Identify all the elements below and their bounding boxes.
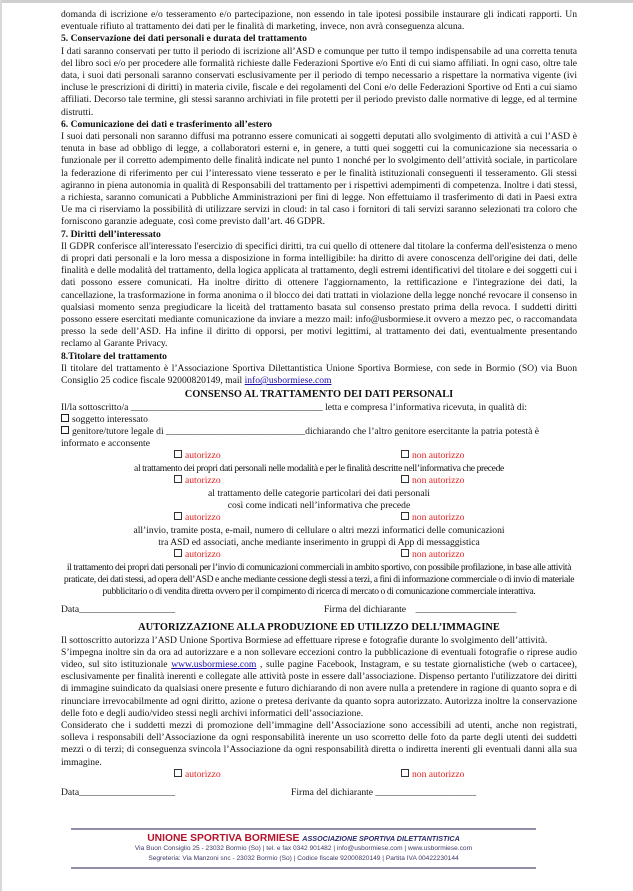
- consent-4-text: il trattamento dei propri dati personali per l’invio di comunicazioni commerciali in ambito sportivo, con possibile profilazione, in base alle attività praticate, dei dati stessi, ad opera dell’ASD e anche mediante cessione degli stessi a terzi, a fini di informazione commerciale o di invio di materiale pubblicitario o di vendita diretta ovvero per il compimento di ricerca di mercato o di comunicazione commerciale interattiva.: [63, 561, 575, 598]
- image-authorize[interactable]: [174, 769, 221, 781]
- date-label: Data: [61, 604, 80, 616]
- authorize-label: autorizzo: [185, 768, 221, 780]
- section-5-body: I dati saranno conservati per tutto il periodo di iscrizione all’ASD e comunque per tutto il tempo indispensabile ad una corretta tenuta del libro soci e/o per procedere alle formalità richieste dalle Federazioni Sportive e/o Enti di cui siamo affiliati. In ogni caso, oltre tale data, i suoi dati personali saranno conservati esclusivamente per il periodo di tempo necessario a rispettare la normativa vigente (ivi incluse le prescrizioni di diritti) in materia civile, fiscale e dei regolamenti del Coni e/o delle Federazioni Sportive od Enti a cui siamo affiliati. Decorso tale termine, gli stessi saranno archiviati in file protetti per il periodo previsto dalle normative di legge, ed al termine distrutti.: [61, 45, 577, 118]
- undersigned-prefix: Il/la sottoscritto/a: [61, 401, 129, 413]
- signature-label: Firma del dichiarante: [291, 787, 374, 799]
- checkbox-icon[interactable]: [401, 475, 409, 483]
- undersigned-line: [61, 402, 577, 414]
- image-auth-p2-start: S’impegna inoltre sin da ora ad autorizzare e a non sollevare eccezioni contro la pubblicazione di eventuali fotografie o riprese audio video, sul sito istituzionale: [61, 646, 577, 670]
- consent-3-options: [61, 512, 577, 525]
- guardian-label: genitore/tutore legale di: [72, 425, 164, 437]
- footer-top-rule: [71, 828, 536, 830]
- consent-1-authorize[interactable]: [174, 450, 221, 462]
- consent-3-not-authorize[interactable]: [401, 512, 464, 524]
- authorize-label: autorizzo: [185, 450, 221, 462]
- date-label: Data: [61, 787, 80, 799]
- not-authorize-label: non autorizzo: [412, 475, 465, 487]
- checkbox-icon[interactable]: [401, 450, 409, 458]
- undersigned-name-field[interactable]: ________________________________________: [130, 401, 323, 413]
- checkbox-icon[interactable]: [401, 549, 409, 557]
- not-authorize-label: non autorizzo: [412, 512, 465, 524]
- checkbox-icon[interactable]: [174, 512, 182, 520]
- consent-1-options: [61, 450, 577, 463]
- footer-org: [71, 833, 536, 844]
- image-auth-p2: [61, 647, 577, 720]
- undersigned-suffix: letta e compresa l’informativa ricevuta, in qualità di:: [322, 401, 528, 413]
- consent-signature-row: [61, 604, 577, 620]
- guardian-option: [61, 426, 577, 438]
- signature-label: Firma del dichiarante: [324, 604, 407, 616]
- image-auth-p2-end: , sulle pagine Facebook, Instagram, e su testate giornalistiche (web o cartacee), esclusivamente per finalità inerenti e collegate alle attività poste in essere dall’associazione. Dispenso pertanto l'utilizzatore dei diritti di immagine suindicato da qualsiasi onere presente e futuro dichiarando di non avere nulla a pretendere in ragione di quanto sopra e di rinunciare irrevocabilmente ad ogni diritto, azione o pretesa derivante da quanto sopra autorizzato. Autorizza inoltre la conservazione delle foto e degli audio/video stessi negli archivi informatici dell’associazione.: [61, 658, 577, 719]
- document-page: [61, 9, 577, 803]
- image-auth-title: AUTORIZZAZIONE ALLA PRODUZIONE ED UTILIZZO DELL’IMMAGINE: [138, 622, 500, 634]
- consent-2-authorize[interactable]: [174, 475, 221, 487]
- section-7-body: Il GDPR conferisce all'interessato l'esercizio di specifici diritti, tra cui quello di ottenere dal titolare la conferma dell'esistenza o meno di propri dati personali e la loro messa a disposizione in forma intelligibile: ha diritto di avere conoscenza dell'origine dei dati, delle finalità e delle modalità del trattamento, della logica applicata al trattamento, degli estremi identificativi del titolare e dei soggetti cui i dati possono essere comunicati. Ha inoltre diritto di ottenere l'aggiornamento, la rettificazione e l'integrazione dei dati, la cancellazione, la trasformazione in forma anonima o il blocco dei dati trattati in violazione della legge nonché revocare il consenso in qualsiasi momento senza pregiudicare la liceità del trattamento basata sul consenso prestato prima della revoca. I suddetti diritti possono essere esercitati mediante comunicazione da inviare a mezzo mail: info@usbormiese.it ovvero a mezzo pec, o raccomandata presso la sede dell’ASD. Ha infine il diritto di opporsi, per motivi legittimi, al trattamento dei dati, eventualmente presentando reclamo al Garante Privacy.: [61, 240, 577, 350]
- image-not-authorize[interactable]: [401, 769, 464, 781]
- consent-date: [61, 604, 175, 616]
- titolare-text: Il titolare del trattamento è l’Associazione Sportiva Dilettantistica Unione Sportiva Bormiese, con sede in Bormio (SO) via Buon Consiglio 25 codice fiscale 92000820149, mail: [61, 362, 577, 387]
- footer-org-name: UNIONE SPORTIVA BORMIESE: [147, 833, 300, 844]
- date-field[interactable]: ____________________: [79, 787, 176, 799]
- titolare-email-link[interactable]: info@usbormiese.com: [244, 375, 332, 387]
- image-auth-p1: Il sottoscritto autorizza l’ASD Unione Sportiva Bormiese ad effettuare riprese e fotografie durante lo svolgimento dell’attività.: [61, 634, 548, 646]
- consent-1-text: al trattamento dei propri dati personali nelle modalità e per le finalità descritte nell’informativa che precede: [134, 462, 504, 474]
- footer-org-subtitle: ASSOCIAZIONE SPORTIVA DILETTANTISTICA: [302, 834, 460, 843]
- date-field[interactable]: ____________________: [79, 604, 176, 616]
- consent-4-options: [61, 549, 577, 562]
- section-8-body: [61, 363, 577, 387]
- guardian-suffix: dichiarando che l’altro genitore esercitante la patria potestà è: [305, 425, 540, 437]
- checkbox-icon[interactable]: [174, 475, 182, 483]
- guardian-name-field[interactable]: _____________________________: [166, 425, 306, 437]
- signature-field[interactable]: _____________________: [415, 604, 517, 616]
- consent-signature: [324, 604, 516, 616]
- image-signature: [291, 787, 476, 799]
- subject-checkbox[interactable]: [61, 414, 69, 422]
- section-6-body: I suoi dati personali non saranno diffusi ma potranno essere comunicati ai soggetti deputati allo svolgimento di attività a cui l’ASD è tenuta in base ad obbligo di legge, a collaboratori esterni e, in genere, a tutti quei soggetti cui la comunicazione sia necessaria o funzionale per il corretto adempimento delle finalità indicate nel punto 1 nonché per lo svolgimento dell’attività sociale, in particolare la federazione di riferimento per cui l’interessato viene tesserato e per le finalità istituzionali conseguenti il tesseramento. Gli stessi agiranno in piena autonomia in qualità di Responsabili del trattamento per i rispettivi adempimenti di competenza. Inoltre i dati stessi, a richiesta, saranno comunicati a Pubbliche Amministrazioni per fini di legge. Non effettuiamo il trasferimento di dati in Paesi extra Ue ma ci riserviamo la possibilità di utilizzare servizi in cloud: in tal caso i fornitori di tali servizi saranno selezionati tra coloro che forniscono garanzie adeguate, così come previsto dall’art. 46 GDPR.: [61, 131, 577, 228]
- intro-paragraph: domanda di iscrizione e/o tesseramento e/o partecipazione, non essendo in tale ipotesi possibile instaurare gli indicati rapporti. Un eventuale rifiuto al trattamento dei dati per le finalità di marketing, invece, non avrà conseguenza alcuna.: [61, 9, 577, 33]
- consent-3-text-line2: tra ASD ed associati, anche mediante inserimento in gruppi di App di messaggistica: [158, 536, 480, 548]
- checkbox-icon[interactable]: [401, 512, 409, 520]
- guardian-line2: informato e acconsente: [61, 438, 150, 450]
- subject-option: [61, 414, 577, 426]
- guardian-checkbox[interactable]: [61, 426, 69, 434]
- consent-4-not-authorize[interactable]: [401, 549, 464, 561]
- consent-2-text-line2: così come indicati nell’informativa che precede: [227, 499, 411, 511]
- footer-secretariat-line: Segreteria: Via Manzoni snc - 23032 Bormio (So) | Codice fiscale 92000820149 | Partita IVA 00422230144: [148, 855, 459, 862]
- consent-2-not-authorize[interactable]: [401, 475, 464, 487]
- signature-field[interactable]: _____________________: [375, 787, 477, 799]
- section-7-heading: 7. Diritti dell’interessato: [61, 228, 161, 240]
- image-auth-p3: Considerato che i suddetti mezzi di promozione dell’immagine dell’Associazione sono accessibili ad utenti, anche non registrati, solleva i responsabili dell’Associazione da ogni responsabilità inerente un uso scorretto delle foto da parte degli utenti dei suddetti mezzi o di terzi; di conseguenza svincola l’Associazione da ogni responsabilità diretta o indiretta inerenti gli eventuali danni alla sua immagine.: [61, 719, 577, 768]
- authorize-label: autorizzo: [185, 549, 221, 561]
- subject-label: soggetto interessato: [72, 413, 148, 425]
- consent-1-not-authorize[interactable]: [401, 450, 464, 462]
- consent-title: CONSENSO AL TRATTAMENTO DEI DATI PERSONALI: [184, 389, 454, 401]
- consent-2-options: [61, 475, 577, 488]
- checkbox-icon[interactable]: [174, 549, 182, 557]
- not-authorize-label: non autorizzo: [412, 549, 465, 561]
- consent-3-text-line1: all’invio, tramite posta, e-mail, numero di cellulare o altri mezzi informatici delle comunicazioni: [133, 524, 505, 536]
- checkbox-icon[interactable]: [174, 769, 182, 777]
- consent-3-authorize[interactable]: [174, 512, 221, 524]
- footer-contact-line: Via Buon Consiglio 25 - 23032 Bormio (So) | tel. e fax 0342 901482 | info@usbormiese.com | www.usbormiese.com: [134, 845, 473, 852]
- website-link[interactable]: www.usbormiese.com: [171, 658, 257, 670]
- consent-4-authorize[interactable]: [174, 549, 221, 561]
- section-5-heading: 5. Conservazione dei dati personali e durata del trattamento: [61, 33, 307, 45]
- image-signature-row: [61, 787, 577, 803]
- not-authorize-label: non autorizzo: [412, 768, 465, 780]
- section-6-heading: 6. Comunicazione dei dati e trasferimento all’estero: [61, 118, 273, 130]
- checkbox-icon[interactable]: [401, 769, 409, 777]
- image-auth-options: [61, 769, 577, 782]
- checkbox-icon[interactable]: [174, 450, 182, 458]
- authorize-label: autorizzo: [185, 475, 221, 487]
- authorize-label: autorizzo: [185, 512, 221, 524]
- image-date: [61, 787, 175, 799]
- letterhead-footer: [71, 828, 536, 869]
- consent-2-text-line1: al trattamento delle categorie particolari dei dati personali: [208, 487, 430, 499]
- section-8-heading: 8.Titolare del trattamento: [61, 350, 167, 362]
- viewer-top-border: [0, 0, 633, 3]
- not-authorize-label: non autorizzo: [412, 450, 465, 462]
- viewer-left-border: [0, 0, 2, 891]
- footer-bottom-rule: [71, 867, 536, 869]
